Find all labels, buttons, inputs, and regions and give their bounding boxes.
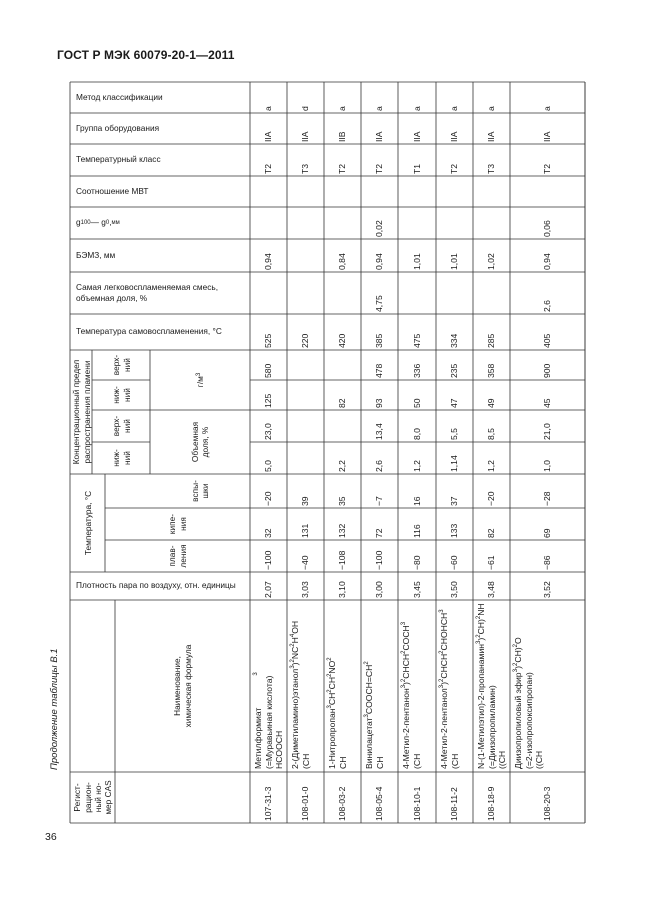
row-label-most-flammable-mixture: Самая легковоспламеняемая смесь, объемная доля, % — [76, 281, 219, 303]
cell-lo_vol: 1,2 — [486, 460, 497, 472]
cell-melt: −61 — [486, 555, 497, 570]
row-label-concentration-limit: Концентрационный предел распространения пламени — [71, 359, 92, 465]
cell-method: a — [542, 106, 553, 111]
cell-up_vol: 23,0 — [263, 423, 274, 440]
cell-name-formula: Диизопропиловый эфир (=2-изопропоксипропан) ((CH 3 ) 2 CH) 2 O — [513, 637, 545, 769]
cell-group: IIA — [542, 131, 553, 142]
cell-melt: −80 — [411, 555, 422, 570]
cell-flash: −28 — [542, 491, 553, 506]
cell-lo_gm: 47 — [449, 398, 460, 408]
cell-lo_gm: 45 — [542, 398, 553, 408]
cell-lo_gm: 93 — [374, 398, 385, 408]
cell-ait: 420 — [337, 333, 348, 348]
cell-ait: 220 — [300, 333, 311, 348]
cell-name-formula: N-(1-Метилэтил)-2-пропанамин (=Диизопропиламин) ((CH 3 ) 2 CH) 2 NH — [476, 603, 508, 769]
row-label-autoignition-temperature: Температура самовоспламенения, °С — [76, 326, 222, 337]
cell-tclass: T2 — [337, 163, 348, 174]
cell-lo_vol: 1,2 — [411, 460, 422, 472]
cell-tclass: T1 — [411, 163, 422, 174]
cell-name-formula: Метилформиат (=Муравьиная кислота) HCOOCH 3 — [253, 672, 285, 769]
cell-up_vol: 8,5 — [486, 428, 497, 440]
document-code: ГОСТ Р МЭК 60079-20-1—2011 — [57, 48, 235, 62]
cell-up_vol: 21,0 — [542, 423, 553, 440]
cell-flash: −20 — [486, 491, 497, 506]
row-label-boiling-point: кипе- ния — [167, 513, 188, 535]
cell-melt: −86 — [542, 555, 553, 570]
cell-gap: 0,06 — [542, 220, 553, 237]
cell-bez: 0,94 — [374, 253, 385, 270]
table-continuation-caption: Продолжение таблицы B.1 — [49, 648, 60, 770]
cell-ait: 334 — [449, 333, 460, 348]
row-label-vapour-density: Плотность пара по воздуху, отн. единицы — [76, 580, 236, 591]
cell-bez: 1,02 — [486, 253, 497, 270]
cell-boil: 69 — [542, 528, 553, 538]
cell-up_gm: 900 — [542, 363, 553, 378]
row-label-melting-point: плав- ления — [167, 544, 188, 568]
cell-ait: 405 — [542, 333, 553, 348]
cell-group: IIA — [300, 131, 311, 142]
cell-name-formula: 1-Нитропропан CH 3 CH 2 CH 2 NO 2 — [327, 657, 348, 769]
row-label-vol-unit: Объемная доля, % — [189, 421, 210, 463]
cell-group: IIA — [486, 131, 497, 142]
row-label-name-formula: Наименование, химическая формула — [172, 644, 193, 728]
cell-cas-number: 108-18-9 — [486, 786, 497, 821]
cell-boil: 132 — [337, 523, 348, 538]
cell-cas-number: 108-20-3 — [542, 786, 553, 821]
cell-method: a — [263, 106, 274, 111]
cell-lo_vol: 1,14 — [449, 455, 460, 472]
cell-dens: 3,50 — [449, 581, 460, 598]
cell-flash: −20 — [263, 491, 274, 506]
row-label-gm-unit: г/м 3 — [194, 372, 205, 388]
cell-ait: 475 — [411, 333, 422, 348]
row-label-cas-number: Регист- рацион- ный но- мер CAS — [72, 780, 114, 815]
cell-bez: 1,01 — [411, 253, 422, 270]
cell-tclass: T2 — [263, 163, 274, 174]
cell-dens: 3,00 — [374, 581, 385, 598]
cell-cas-number: 107-31-3 — [263, 786, 274, 821]
row-label-upper-vol: верх- ний — [111, 415, 132, 437]
cell-method: d — [300, 106, 311, 111]
row-label-lower-gm: ниж- ний — [111, 386, 132, 404]
cell-melt: −100 — [374, 550, 385, 570]
cell-boil: 133 — [449, 523, 460, 538]
cell-ait: 525 — [263, 333, 274, 348]
cell-boil: 72 — [374, 528, 385, 538]
cell-flash: 16 — [411, 496, 422, 506]
cell-up_gm: 336 — [411, 363, 422, 378]
cell-name-formula: 2-(Диметиламино)этанол (CH 3 ) 2 NC 2 H 4 OH — [290, 620, 311, 769]
cell-cas-number: 108-10-1 — [411, 786, 422, 821]
cell-group: IIA — [411, 131, 422, 142]
cell-gap: 0,02 — [374, 220, 385, 237]
cell-group: IIA — [449, 131, 460, 142]
cell-boil: 32 — [263, 528, 274, 538]
cell-ait: 285 — [486, 333, 497, 348]
cell-bez: 0,84 — [337, 253, 348, 270]
cell-up_vol: 13,4 — [374, 423, 385, 440]
cell-boil: 131 — [300, 523, 311, 538]
cell-group: IIA — [263, 131, 274, 142]
cell-ait: 385 — [374, 333, 385, 348]
cell-bez: 1,01 — [449, 253, 460, 270]
cell-up_gm: 358 — [486, 363, 497, 378]
row-label-lower-vol: ниж- ний — [111, 449, 132, 467]
cell-method: a — [486, 106, 497, 111]
cell-melt: −108 — [337, 550, 348, 570]
cell-method: a — [449, 106, 460, 111]
row-label-method: Метод классификации — [76, 91, 163, 102]
cell-cas-number: 108-11-2 — [449, 787, 460, 821]
cell-dens: 3,03 — [300, 581, 311, 598]
cell-method: a — [337, 106, 348, 111]
cell-lo_gm: 82 — [337, 398, 348, 408]
row-label-temperature-class: Температурный класс — [76, 154, 161, 165]
cell-method: a — [411, 106, 422, 111]
cell-up_gm: 235 — [449, 363, 460, 378]
row-label-mesg: БЭМЗ, мм — [76, 249, 116, 260]
cell-name-formula: Винилацетат CH 3 COOCH=CH 2 — [364, 661, 385, 769]
cell-flash: 37 — [449, 496, 460, 506]
cell-boil: 82 — [486, 528, 497, 538]
cell-up_vol: 8,0 — [411, 428, 422, 440]
cell-lo_vol: 2,6 — [374, 460, 385, 472]
cell-bez: 0,94 — [263, 253, 274, 270]
cell-flash: 39 — [300, 496, 311, 506]
row-label-temperature-group: Температура, °С — [82, 490, 93, 556]
row-label-gap: g 100 — g 0 , мм — [76, 217, 120, 228]
row-label-equipment-group: Группа оборудования — [76, 122, 160, 133]
cell-tclass: T2 — [374, 163, 385, 174]
cell-cas-number: 108-03-2 — [337, 786, 348, 821]
cell-lo_vol: 1,0 — [542, 460, 553, 472]
cell-bez: 0,94 — [542, 253, 553, 270]
cell-melt: −60 — [449, 555, 460, 570]
row-label-mvt-ratio: Соотношение МВТ — [76, 185, 149, 196]
cell-dens: 3,45 — [411, 581, 422, 598]
cell-group: IIA — [374, 131, 385, 142]
cell-method: a — [374, 106, 385, 111]
cell-up_gm: 580 — [263, 363, 274, 378]
cell-lo_vol: 5,0 — [263, 460, 274, 472]
row-label-upper-gm: верх- ний — [111, 354, 132, 376]
cell-tclass: T3 — [486, 163, 497, 174]
cell-cas-number: 108-01-0 — [300, 786, 311, 821]
cell-flash: 35 — [337, 496, 348, 506]
cell-tclass: T3 — [300, 163, 311, 174]
cell-lo_gm: 125 — [263, 393, 274, 408]
cell-melt: −100 — [263, 550, 274, 570]
cell-dens: 3,10 — [337, 581, 348, 598]
cell-boil: 116 — [411, 524, 422, 538]
cell-up_gm: 478 — [374, 363, 385, 378]
cell-name-formula: 4-Метил-2-пентанон (CH 3 ) 2 CHCH 2 COCH 3 — [401, 621, 422, 769]
row-label-flash-point: вспы- шки — [189, 480, 210, 502]
cell-flash: −7 — [374, 496, 385, 506]
cell-cas-number: 108-05-4 — [374, 786, 385, 821]
cell-melt: −40 — [300, 555, 311, 570]
cell-dens: 3,48 — [486, 581, 497, 598]
cell-tclass: T2 — [542, 163, 553, 174]
cell-mix: 4,75 — [374, 295, 385, 312]
cell-lo_gm: 50 — [411, 398, 422, 408]
cell-dens: 3,52 — [542, 581, 553, 598]
page-number: 36 — [45, 831, 57, 843]
cell-tclass: T2 — [449, 163, 460, 174]
cell-lo_gm: 49 — [486, 398, 497, 408]
cell-up_vol: 5,5 — [449, 428, 460, 440]
cell-name-formula: 4-Метил-2-пентанол (CH 3 ) 2 CHCH 2 CHOHCH 3 — [439, 609, 460, 769]
cell-lo_vol: 2,2 — [337, 460, 348, 472]
cell-dens: 2,07 — [263, 581, 274, 598]
cell-mix: 2,6 — [542, 300, 553, 312]
cell-group: IIB — [337, 131, 348, 142]
